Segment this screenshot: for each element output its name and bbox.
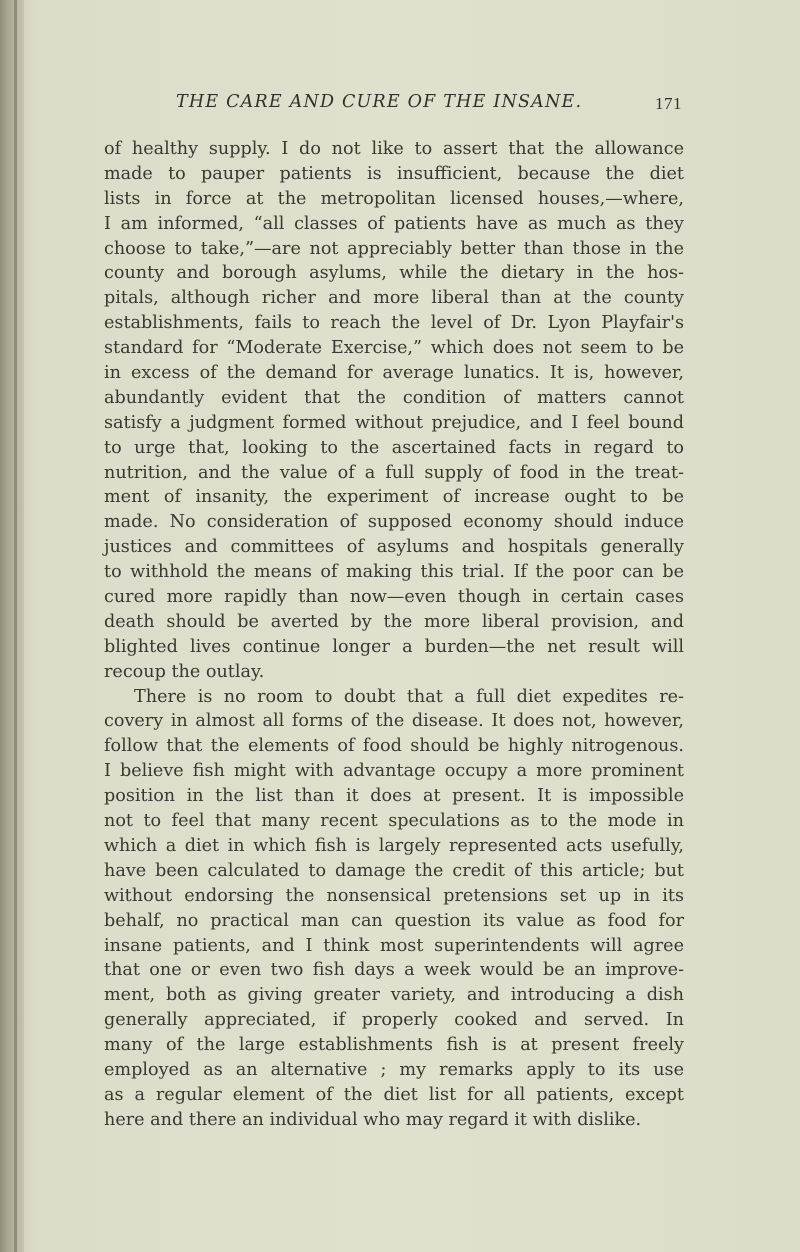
- text-line: cured more rapidly than now—even though in certain cases: [104, 587, 684, 608]
- page-number: 171: [655, 94, 682, 113]
- running-title: THE CARE AND CURE OF THE INSANE.: [176, 92, 583, 112]
- text-line: as a regular element of the diet list for all patients, except: [104, 1084, 684, 1105]
- text-line: standard for “Moderate Exercise,” which does not seem to be: [104, 338, 684, 359]
- text-line: covery in almost all forms of the disease. It does not, however,: [104, 711, 684, 732]
- text-line: of healthy supply. I do not like to assert that the allowance: [104, 139, 684, 159]
- page-binding-edge: [0, 0, 24, 1252]
- text-line: ment of insanity, the experiment of increase ought to be: [104, 487, 684, 508]
- text-line: many of the large establishments fish is at present freely: [104, 1035, 684, 1056]
- paragraph-end-line: here and there an individual who may regard it with dislike.: [104, 1109, 642, 1130]
- text-line: made. No consideration of supposed economy should induce: [104, 512, 684, 533]
- text-line: justices and committees of asylums and hospitals generally: [104, 537, 684, 558]
- text-line: without endorsing the nonsensical pretensions set up in its: [104, 885, 684, 906]
- text-line: county and borough asylums, while the dietary in the hos-: [104, 263, 684, 284]
- text-line: to urge that, looking to the ascertained facts in regard to: [104, 437, 684, 458]
- text-line: which a diet in which fish is largely represented acts usefully,: [104, 835, 684, 856]
- text-line: to withhold the means of making this trial. If the poor can be: [104, 562, 684, 583]
- text-line: choose to take,”—are not appreciably better than those in the: [104, 238, 684, 259]
- text-line: I am informed, “all classes of patients have as much as they: [104, 213, 684, 234]
- text-line: employed as an alternative ; my remarks apply to its use: [104, 1059, 684, 1080]
- text-line: position in the list than it does at present. It is impossible: [104, 786, 684, 807]
- text-line: insane patients, and I think most superintendents will agree: [104, 935, 684, 956]
- body-text: [104, 137, 684, 1133]
- text-line: that one or even two fish days a week would be an improve-: [104, 960, 684, 981]
- text-line: have been calculated to damage the credit of this article; but: [104, 860, 684, 881]
- text-line: in excess of the demand for average lunatics. It is, however,: [104, 363, 684, 384]
- paragraph-start-line: There is no room to doubt that a full diet expedites re-: [134, 686, 684, 707]
- text-line: made to pauper patients is insufficient, because the diet: [104, 163, 684, 184]
- binding-shadow-line: [14, 0, 17, 1252]
- text-line: blighted lives continue longer a burden—the net result will: [104, 636, 684, 657]
- text-line: abundantly evident that the condition of matters cannot: [104, 387, 684, 408]
- text-line: satisfy a judgment formed without prejudice, and I feel bound: [104, 412, 684, 433]
- page-header: [0, 92, 800, 122]
- text-line: follow that the elements of food should be highly nitrogenous.: [104, 736, 684, 757]
- text-line: not to feel that many recent speculations as to the mode in: [104, 811, 684, 832]
- text-line: death should be averted by the more liberal provision, and: [104, 611, 684, 632]
- text-line: I believe fish might with advantage occupy a more prominent: [104, 761, 684, 782]
- text-line: ment, both as giving greater variety, and introducing a dish: [104, 985, 684, 1006]
- text-line: lists in force at the metropolitan licensed houses,—where,: [104, 188, 684, 209]
- text-line: generally appreciated, if properly cooked and served. In: [104, 1010, 684, 1031]
- text-line: establishments, fails to reach the level of Dr. Lyon Playfair's: [104, 313, 684, 334]
- text-line: pitals, although richer and more liberal than at the county: [104, 288, 684, 309]
- text-line: nutrition, and the value of a full supply of food in the treat-: [104, 462, 684, 483]
- text-line: behalf, no practical man can question its value as food for: [104, 910, 684, 931]
- paragraph-end-line: recoup the outlay.: [104, 661, 265, 682]
